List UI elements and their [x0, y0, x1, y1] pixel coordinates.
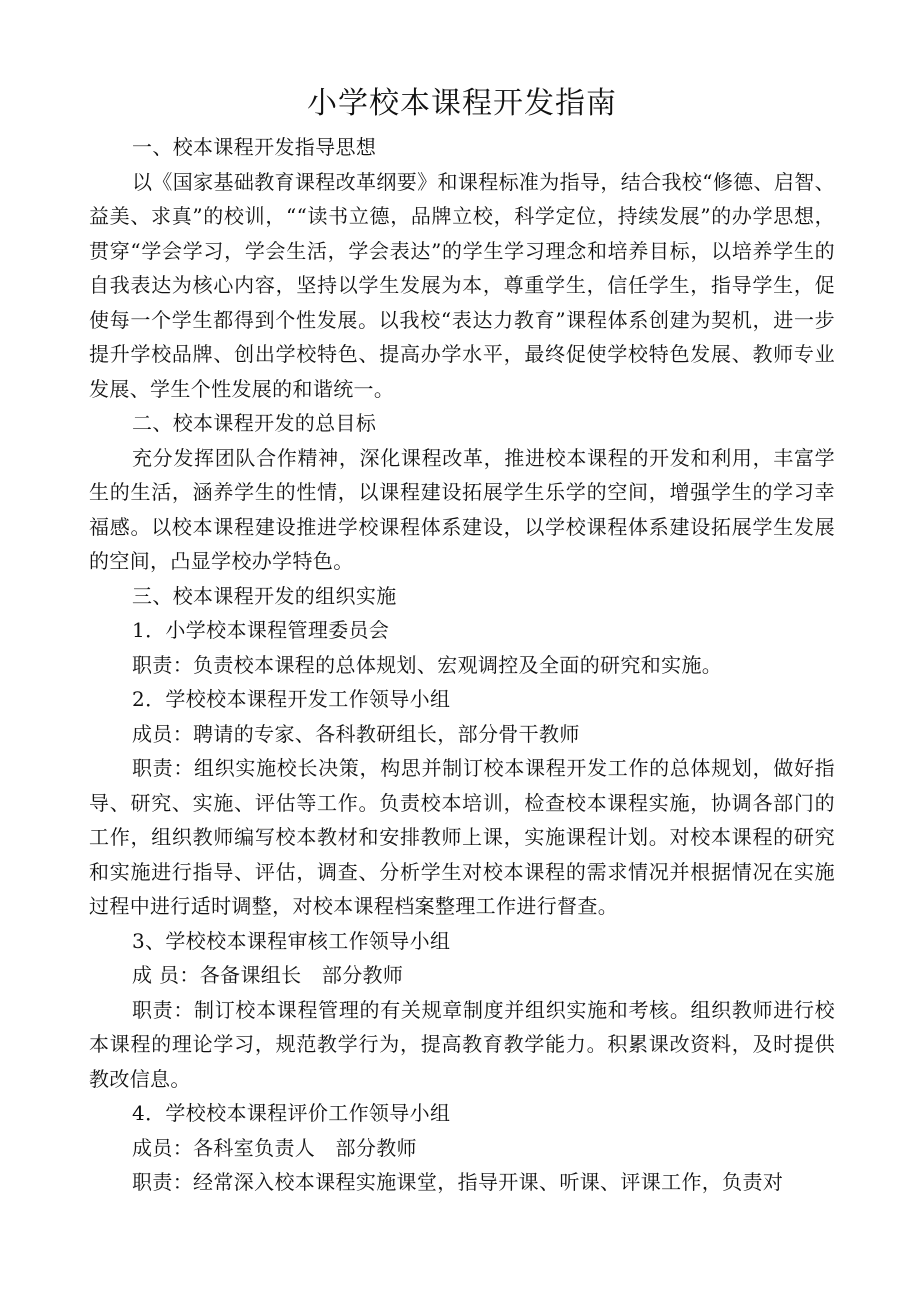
subheading-development-group: 2．学校校本课程开发工作领导小组: [132, 687, 451, 711]
paragraph-review-members: 成 员：各备课组长 部分教师: [132, 963, 404, 987]
paragraph-guiding-ideology: 以《国家基础教育课程改革纲要》和课程标准为指导，结合我校“修德、启智、益美、求真”的校训，““读书立德，品牌立校，科学定位，持续发展”的办学思想，贯穿“学会学习，学会生活，学会表达”的学生学习理念和培养目标，以培养学生的自我表达为核心内容，坚持以学生发展为本，尊重学生，信任学生，指导学生，促使每一个学生都得到个性发展。以我校“表达力教育”课程体系创建为契机，进一步提升学校品牌、创出学校特色、提高办学水平，最终促使学校特色发展、教师专业发展、学生个性发展的和谐统一。: [89, 169, 835, 401]
section-heading-guiding-ideology: 一、校本课程开发指导思想: [132, 135, 377, 159]
section-heading-overall-goal: 二、校本课程开发的总目标: [132, 411, 377, 435]
paragraph-overall-goal: 充分发挥团队合作精神，深化课程改革，推进校本课程的开发和利用，丰富学生的生活，涵养学生的性情，以课程建设拓展学生乐学的空间，增强学生的学习幸福感。以校本课程建设推进学校课程体系建设，以学校课程体系建设拓展学生发展的空间，凸显学校办学特色。: [89, 445, 835, 573]
document-title: 小学校本课程开发指南: [307, 86, 617, 121]
document-page: [89, 78, 835, 1200]
paragraph-development-members: 成员：聘请的专家、各科教研组长，部分骨干教师: [132, 721, 580, 746]
subheading-management-committee: 1．小学校本课程管理委员会: [132, 618, 390, 642]
section-heading-organization: 三、校本课程开发的组织实施: [132, 583, 397, 608]
paragraph-review-duties: 职责：制订校本课程管理的有关规章制度并组织实施和考核。组织教师进行校本课程的理论学习，规范教学行为，提高教育教学能力。积累课改资料，及时提供教改信息。: [89, 997, 835, 1091]
paragraph-development-duties: 职责：组织实施校长决策，构思并制订校本课程开发工作的总体规划，做好指导、研究、实施、评估等工作。负责校本培训，检查校本课程实施，协调各部门的工作，组织教师编写校本教材和安排教师上课，实施课程计划。对校本课程的研究和实施进行指导、评估，调查、分析学生对校本课程的需求情况并根据情况在实施过程中进行适时调整，对校本课程档案整理工作进行督查。: [89, 756, 835, 918]
subheading-evaluation-group: 4．学校校本课程评价工作领导小组: [132, 1101, 451, 1125]
paragraph-evaluation-members: 成员：各科室负责人 部分教师: [132, 1135, 417, 1160]
paragraph-evaluation-duties: 职责：经常深入校本课程实施课堂，指导开课、听课、评课工作，负责对: [132, 1170, 784, 1194]
paragraph-committee-duties: 职责：负责校本课程的总体规划、宏观调控及全面的研究和实施。: [132, 652, 723, 677]
subheading-review-group: 3、学校校本课程审核工作领导小组: [132, 928, 451, 953]
